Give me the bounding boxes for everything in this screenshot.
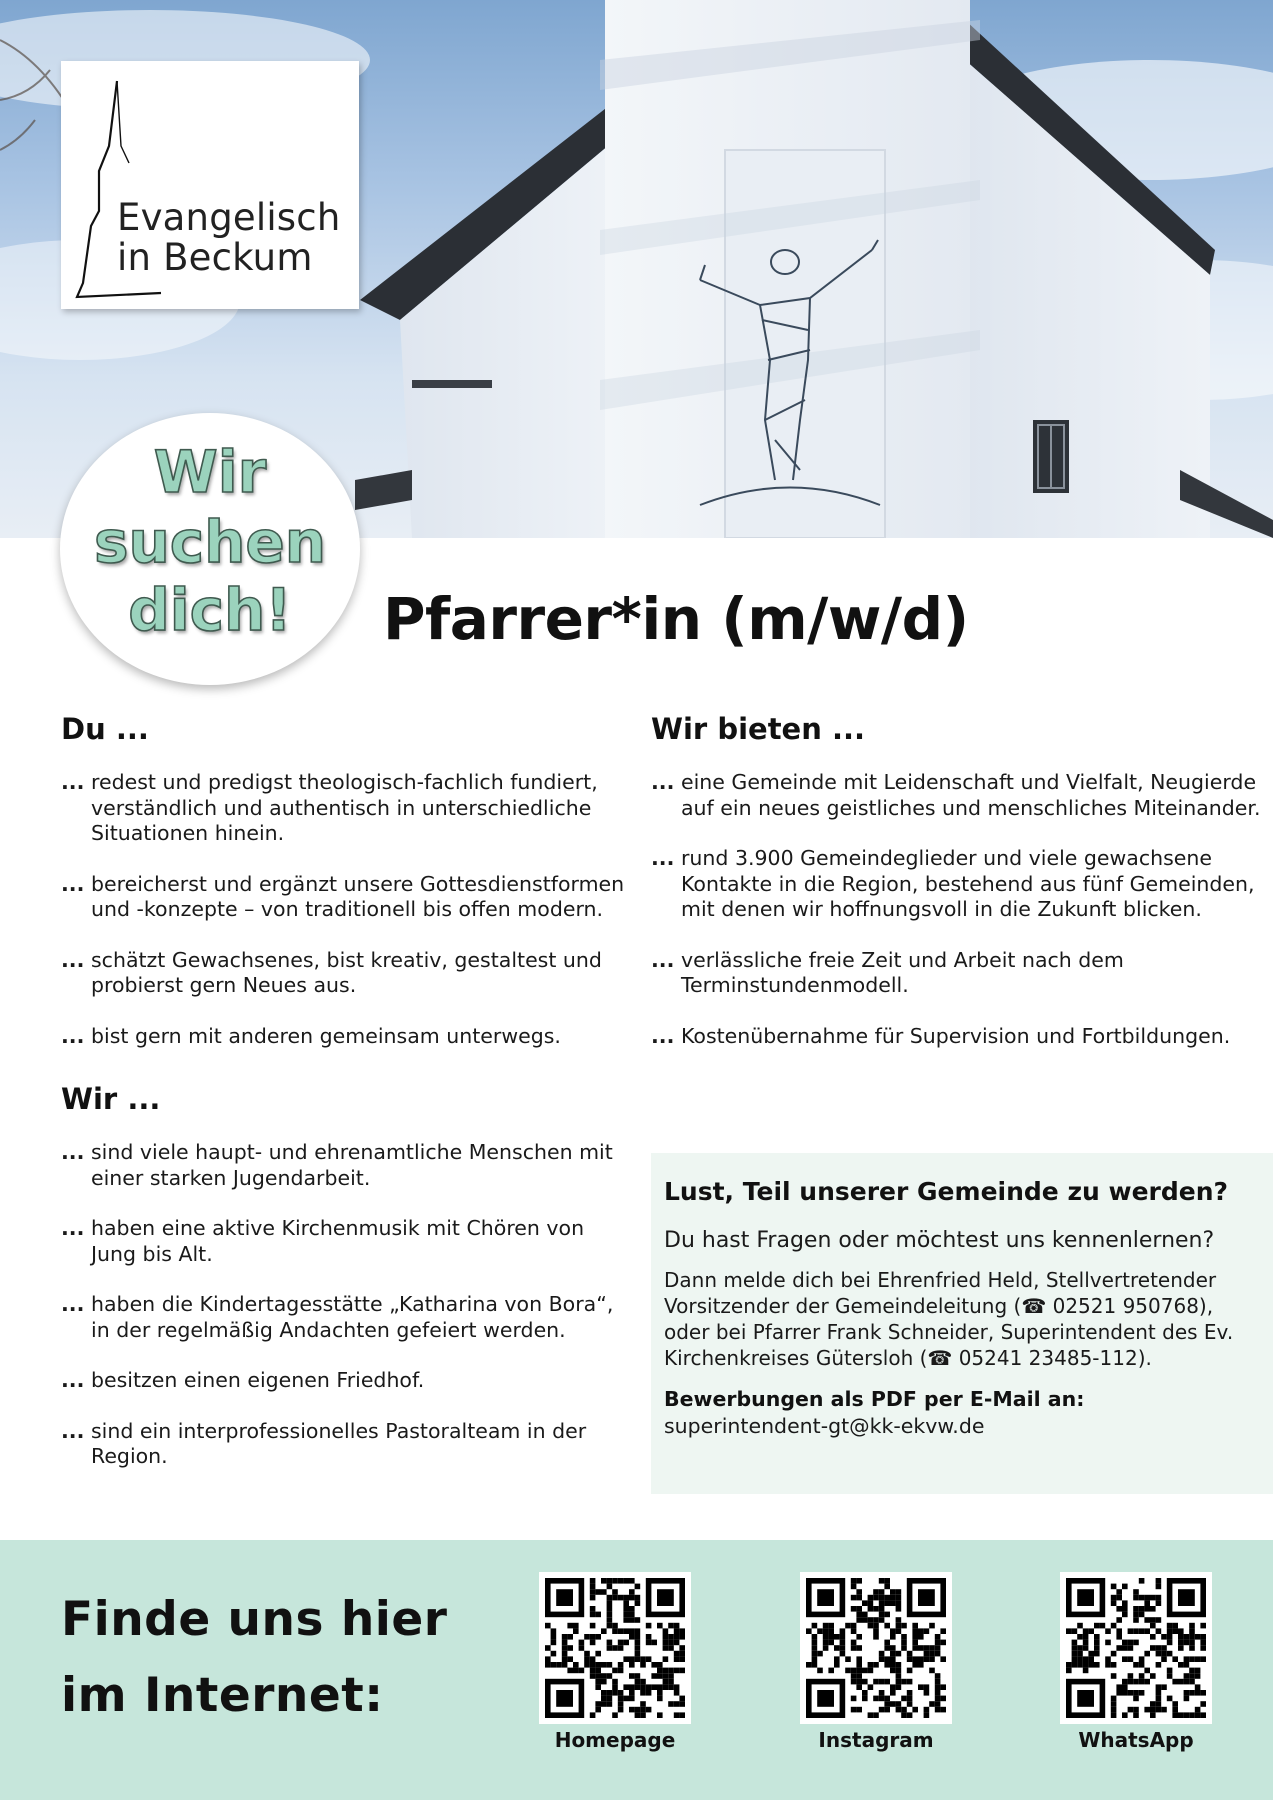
list-item-text: besitzen einen eigenen Friedhof. <box>91 1368 425 1392</box>
list-item <box>651 770 1271 821</box>
bullet-dots: ... <box>651 947 675 972</box>
bullet-dots: ... <box>61 1216 85 1240</box>
qr-label-homepage: Homepage <box>554 1728 676 1752</box>
section-du <box>61 712 631 1049</box>
contact-heading: Lust, Teil unserer Gemeinde zu werden? <box>664 1177 1229 1206</box>
list-item <box>61 948 631 999</box>
list-item-text: bist gern mit anderen gemeinsam unterwegs. <box>91 1023 561 1048</box>
footer-heading-line-2: im Internet: <box>61 1668 384 1723</box>
list-item-text: redest und predigst theologisch-fachlich fundiert, verständlich und authentisch in unterschiedliche Situationen hinein. <box>91 770 598 845</box>
qr-instagram[interactable] <box>800 1572 952 1752</box>
qr-whatsapp[interactable] <box>1060 1572 1212 1752</box>
qr-code-graphic <box>545 1578 685 1718</box>
bullet-dots: ... <box>61 1418 85 1443</box>
application-email-link[interactable]: superintendent-gt@kk-ekvw.de <box>664 1414 985 1438</box>
list-item <box>61 1216 631 1267</box>
list-item <box>61 1140 631 1191</box>
list-item-text: sind ein interprofessionelles Pastoralteam in der Region. <box>91 1418 587 1468</box>
bullet-dots: ... <box>61 1368 85 1392</box>
section-du-heading: Du ... <box>61 712 149 746</box>
qr-homepage[interactable] <box>539 1572 691 1752</box>
qr-code-graphic <box>1066 1578 1206 1718</box>
list-item <box>651 846 1271 923</box>
qr-code-whatsapp-icon[interactable] <box>1060 1572 1212 1724</box>
qr-code-instagram-icon[interactable] <box>800 1572 952 1724</box>
qr-label-whatsapp: WhatsApp <box>1078 1728 1194 1752</box>
list-item <box>61 1419 631 1470</box>
bullet-dots: ... <box>61 947 85 972</box>
list-item-text: schätzt Gewachsenes, bist kreativ, gestaltest und probierst gern Neues aus. <box>91 947 602 997</box>
bullet-dots: ... <box>61 770 85 794</box>
bullet-dots: ... <box>651 1023 675 1048</box>
qr-code-graphic <box>806 1578 946 1718</box>
list-item-text: rund 3.900 Gemeindeglieder und viele gewachsene Kontakte in die Region, bestehend aus fünf Gemeinden, mit denen wir hoffnungsvoll in die Zukunft blicken. <box>681 846 1255 921</box>
badge-line-2: suchen <box>93 508 327 576</box>
section-wir-heading: Wir ... <box>61 1082 161 1116</box>
footer-heading-line-1: Finde uns hier <box>61 1592 448 1647</box>
left-column <box>61 712 631 1495</box>
list-item <box>61 1368 631 1394</box>
job-title: Pfarrer*in (m/w/d) <box>383 585 969 653</box>
list-item-text: sind viele haupt- und ehrenamtliche Menschen mit einer starken Jugendarbeit. <box>91 1140 613 1190</box>
bullet-dots: ... <box>651 846 675 870</box>
footer-band <box>0 1540 1273 1800</box>
list-item-text: bereicherst und ergänzt unsere Gottesdienstformen und -konzepte – von traditionell bis offen modern. <box>91 871 625 921</box>
qr-code-homepage-icon[interactable] <box>539 1572 691 1724</box>
section-wir-bieten-heading: Wir bieten ... <box>651 712 866 746</box>
bullet-dots: ... <box>61 1140 85 1164</box>
badge-line-3: dich! <box>128 576 292 644</box>
qr-label-instagram: Instagram <box>818 1728 934 1752</box>
list-item <box>651 948 1271 999</box>
contact-text: Dann melde dich bei Ehrenfried Held, Stellvertretender Vorsitzender der Gemeindeleitung (☎ 02521 950768), oder bei Pfarrer Frank Schneider, Superintendent des Ev. Kirchenkreises Gütersloh (☎ 05241 23485-112). <box>664 1268 1234 1370</box>
we-are-looking-badge <box>60 413 360 685</box>
logo-text-line-1: Evangelisch <box>117 196 341 239</box>
list-item-text: haben die Kindertagesstätte „Katharina von Bora“, in der regelmäßig Andachten gefeiert werden. <box>91 1292 614 1342</box>
application-label: Bewerbungen als PDF per E-Mail an: <box>664 1387 1085 1411</box>
list-item <box>61 770 631 847</box>
list-item <box>61 1024 631 1050</box>
logo-text-line-2: in Beckum <box>117 236 313 279</box>
section-wir-bieten <box>651 712 1271 1049</box>
contact-box <box>651 1153 1273 1494</box>
list-item <box>61 1292 631 1343</box>
list-item-text: verlässliche freie Zeit und Arbeit nach dem Terminstundenmodell. <box>681 947 1124 997</box>
bullet-dots: ... <box>651 770 675 794</box>
list-item-text: eine Gemeinde mit Leidenschaft und Vielfalt, Neugierde auf ein neues geistliches und menschliches Miteinander. <box>681 770 1261 820</box>
list-item <box>651 1024 1271 1050</box>
list-item-text: Kostenübernahme für Supervision und Fortbildungen. <box>681 1023 1231 1048</box>
bullet-dots: ... <box>61 871 85 896</box>
list-item-text: haben eine aktive Kirchenmusik mit Chören von Jung bis Alt. <box>91 1216 585 1266</box>
list-item <box>61 872 631 923</box>
organization-logo[interactable] <box>61 61 359 309</box>
section-wir <box>61 1082 631 1470</box>
right-column <box>651 712 1271 1074</box>
bullet-dots: ... <box>61 1023 85 1048</box>
contact-question: Du hast Fragen oder möchtest uns kennenlernen? <box>664 1228 1215 1253</box>
bullet-dots: ... <box>61 1292 85 1316</box>
badge-line-1: Wir <box>153 438 267 506</box>
